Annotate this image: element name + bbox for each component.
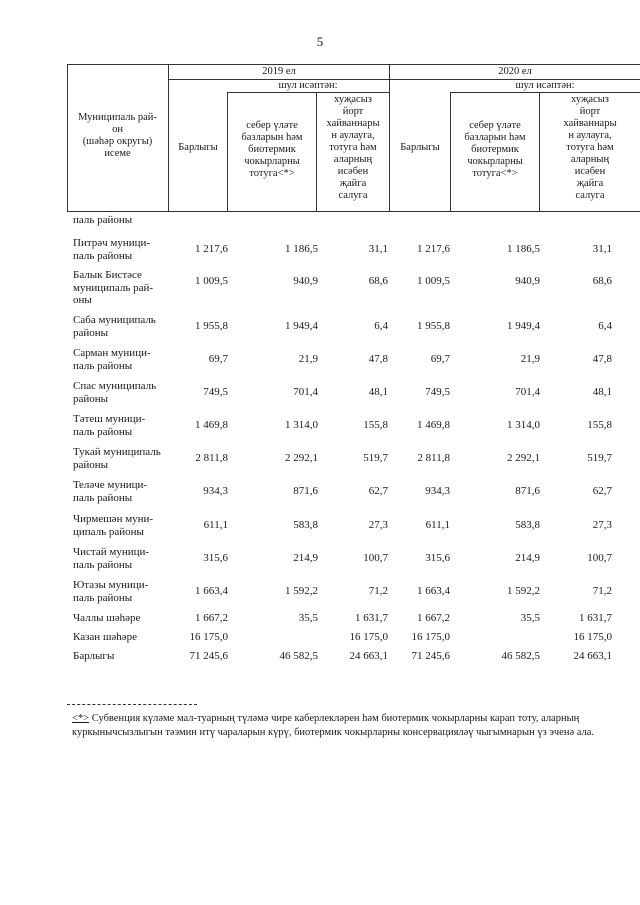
cell-value: 934,3 <box>203 485 228 497</box>
cell-value: 1 009,5 <box>195 275 228 287</box>
cell-value: 2 292,1 <box>507 452 540 464</box>
cell-value: 6,4 <box>598 320 612 332</box>
cell-value: 1 667,2 <box>417 612 450 624</box>
row-name: Ютазы муници- паль районы <box>73 579 149 604</box>
cell-value: 6,4 <box>374 320 388 332</box>
cell-value: 583,8 <box>515 519 540 531</box>
cell-value: 155,8 <box>587 419 612 431</box>
row-name: Спас муниципаль районы <box>73 380 157 405</box>
cell-value: 315,6 <box>203 552 228 564</box>
row-name: Тукай муниципаль районы <box>73 446 161 471</box>
cell-value: 24 663,1 <box>349 650 388 662</box>
cell-value: 214,9 <box>293 552 318 564</box>
row-name: Чистай муници- паль районы <box>73 546 150 571</box>
row-name: Питрәч муници- паль районы <box>73 237 151 262</box>
page-number: 5 <box>316 34 324 49</box>
cell-value: 1 186,5 <box>285 243 318 255</box>
row-name: Барлыгы <box>73 650 115 662</box>
cell-value: 1 217,6 <box>417 243 450 255</box>
row-name: Teләче муници- паль районы <box>73 479 148 504</box>
footnote-separator <box>67 704 197 705</box>
footnote <box>72 712 612 740</box>
cell-value: 21,9 <box>298 353 318 365</box>
cell-value: 21,9 <box>520 353 540 365</box>
cell-value: 48,1 <box>592 386 612 398</box>
row-name: Казан шәһәре <box>73 631 138 643</box>
cell-value: 749,5 <box>203 386 228 398</box>
cell-value: 2 811,8 <box>195 452 228 464</box>
cell-value: 1 469,8 <box>195 419 228 431</box>
cell-value: 611,1 <box>425 519 450 531</box>
cell-value: 1 663,4 <box>195 585 228 597</box>
cell-value: 519,7 <box>363 452 388 464</box>
cell-value: 35,5 <box>520 612 540 624</box>
cell-value: 71,2 <box>368 585 388 597</box>
municipality-header: Муниципаль рай- он (шәһәр округы) исеме <box>78 112 157 159</box>
cell-value: 315,6 <box>425 552 450 564</box>
cell-value: 940,9 <box>515 275 540 287</box>
cell-value: 46 582,5 <box>279 650 318 662</box>
biotherm-header-2019: себер үләте базларын һәм биотермик чокырларны тотуга<*> <box>241 120 303 179</box>
cell-value: 934,3 <box>425 485 450 497</box>
cell-value: 35,5 <box>298 612 318 624</box>
cell-value: 2 811,8 <box>417 452 450 464</box>
cell-value: 46 582,5 <box>501 650 540 662</box>
cell-value: 16 175,0 <box>349 631 388 643</box>
row-name: Тәтеш муници- паль районы <box>73 413 146 438</box>
cell-value: 1 009,5 <box>417 275 450 287</box>
cell-value: 611,1 <box>203 519 228 531</box>
cell-value: 62,7 <box>368 485 388 497</box>
cell-value: 48,1 <box>368 386 388 398</box>
cell-value: 871,6 <box>515 485 540 497</box>
cell-value: 31,1 <box>592 243 612 255</box>
cell-value: 749,5 <box>425 386 450 398</box>
cell-value: 71 245,6 <box>189 650 228 662</box>
cell-value: 71,2 <box>592 585 612 597</box>
cell-value: 24 663,1 <box>573 650 612 662</box>
cell-value: 1 469,8 <box>417 419 450 431</box>
cell-value: 47,8 <box>592 353 612 365</box>
cell-value: 69,7 <box>208 353 228 365</box>
including-header-2019: шул исәптән: <box>278 80 338 91</box>
cell-value: 1 631,7 <box>355 612 388 624</box>
cell-value: 1 955,8 <box>195 320 228 332</box>
cell-value: 68,6 <box>592 275 612 287</box>
cell-value: 27,3 <box>368 519 388 531</box>
cell-value: 16 175,0 <box>573 631 612 643</box>
cell-value: 69,7 <box>430 353 450 365</box>
cell-value: 519,7 <box>587 452 612 464</box>
year-2020-header: 2020 ел <box>498 66 532 77</box>
row-name: Чаллы шәһәре <box>73 612 141 624</box>
cell-value: 871,6 <box>293 485 318 497</box>
row-name: Сарман муници- паль районы <box>73 347 151 372</box>
total-header-2019: Барлыгы <box>178 142 218 153</box>
ownerless-header-2020: хуҗасыз йорт хайваннары н аулауга, тотуга һәм аларның исәбен җайга салуга <box>563 94 617 201</box>
cell-value: 1 667,2 <box>195 612 228 624</box>
row-name: Чирмешән муни- ципаль районы <box>73 513 154 538</box>
cell-value: 1 592,2 <box>285 585 318 597</box>
ownerless-header-2019: хуҗасыз йорт хайваннары н аулауга, тотуга һәм аларның исәбен җайга салуга <box>326 94 380 201</box>
cell-value: 27,3 <box>592 519 612 531</box>
cell-value: 1 631,7 <box>579 612 612 624</box>
cell-value: 1 949,4 <box>507 320 540 332</box>
footnote-mark: <*> <box>72 713 90 724</box>
cell-value: 31,1 <box>368 243 388 255</box>
cell-value: 100,7 <box>587 552 612 564</box>
cell-value: 1 663,4 <box>417 585 450 597</box>
partial-row-label: паль районы <box>73 214 133 226</box>
table-header <box>67 64 640 212</box>
cell-value: 1 949,4 <box>285 320 318 332</box>
cell-value: 1 314,0 <box>507 419 540 431</box>
cell-value: 100,7 <box>363 552 388 564</box>
cell-value: 47,8 <box>368 353 388 365</box>
cell-value: 1 186,5 <box>507 243 540 255</box>
cell-value: 1 314,0 <box>285 419 318 431</box>
total-header-2020: Барлыгы <box>400 142 440 153</box>
cell-value: 16 175,0 <box>189 631 228 643</box>
cell-value: 16 175,0 <box>411 631 450 643</box>
cell-value: 62,7 <box>592 485 612 497</box>
footnote-text: Субвенция күләме мал-туарның түләмә чире каберлекләрен һәм биотермик чокырларны карап тоту, аларның куркынычсызлыгын тәэмин итү чараларын күрү, биотермик чокырларны консервацияләү чыгымнарын үз эченә ала. <box>72 713 595 738</box>
cell-value: 940,9 <box>293 275 318 287</box>
cell-value: 155,8 <box>363 419 388 431</box>
cell-value: 1 592,2 <box>507 585 540 597</box>
cell-value: 701,4 <box>515 386 540 398</box>
including-header-2020: шул исәптән: <box>515 80 575 91</box>
row-name: Балык Бистәсе муниципаль рай- оны <box>73 269 154 306</box>
row-name: Саба муниципаль районы <box>73 314 156 339</box>
cell-value: 701,4 <box>293 386 318 398</box>
cell-value: 214,9 <box>515 552 540 564</box>
cell-value: 68,6 <box>368 275 388 287</box>
cell-value: 1 955,8 <box>417 320 450 332</box>
cell-value: 71 245,6 <box>411 650 450 662</box>
cell-value: 2 292,1 <box>285 452 318 464</box>
biotherm-header-2020: себер үләте базларын һәм биотермик чокырларны тотуга<*> <box>464 120 526 179</box>
cell-value: 583,8 <box>293 519 318 531</box>
year-2019-header: 2019 ел <box>262 66 296 77</box>
cell-value: 1 217,6 <box>195 243 228 255</box>
